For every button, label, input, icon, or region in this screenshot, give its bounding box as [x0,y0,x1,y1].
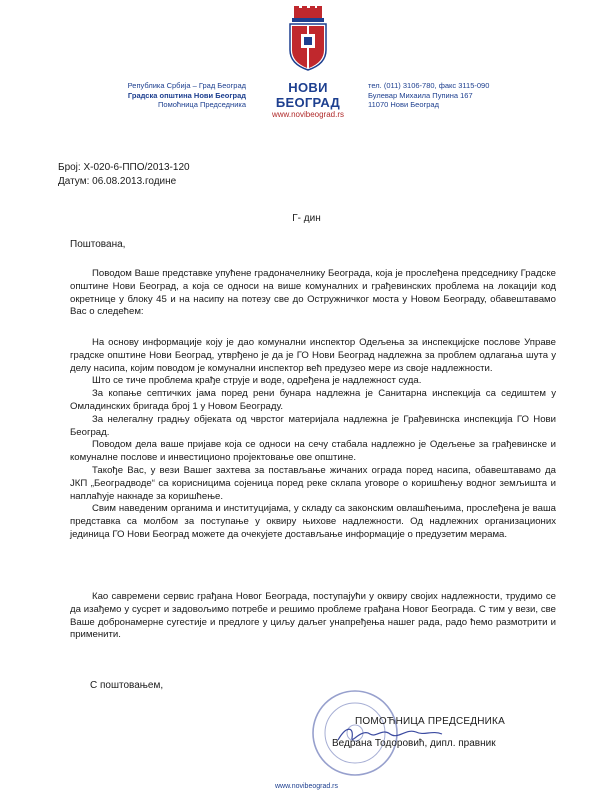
municipality-crest-icon [286,6,330,72]
footer-website: www.novibeograd.rs [274,783,339,790]
contact-line: 11070 Нови Београд [368,100,439,109]
paragraph: Поводом Ваше представке упућене градоначелнику Београда, која је прослеђена председнику Градске општине Нови Београд, а која се односи на више комуналних и грађевинских проблема на локацији код окретнице у блоку 45 и на насипу на потезу све до Остружничког моста у Новом Београду, обавештавамо Вас о следећем: [70,268,556,318]
signatory-title: ПОМОЋНИЦА ПРЕДСЕДНИКА [355,716,505,727]
salutation: Г- дин [292,213,321,224]
sender-institution [70,81,246,110]
paragraph: Као савремени сервис грађана Новог Београда, поступајући у оквиру својих надлежности, трудимо се да изађемо у сусрет и задовољимо потребе и решимо проблеме грађана Новог Београда. С тим у вези, све Ваше добронамерне сугестије и предлоге у циљу даљег унапређења нашег рада, радо ћемо размотрити и применити. [70,591,556,641]
letter-intro [70,268,556,319]
sender-contact [368,81,568,110]
brand-website: www.novibeograd.rs [271,110,345,119]
closing: С поштовањем, [90,680,164,691]
reference-date: Датум: 06.08.2013.године [58,176,177,187]
paragraph: На основу информације коју је дао комунални инспектор Одељења за инспекцијске послове Управе градске општине Нови Београд, утврђено је да је ГО Нови Београд надлежна за проблем одлагања шута у делу насипа, којим поводом је комунални инспектор већ предузео мере из своје надлежности. [70,337,556,374]
contact-line: Булевар Михаила Пупина 167 [368,90,473,100]
brand-block [256,80,360,120]
paragraph: Поводом дела ваше пријаве која се односи на сечу стабала надлежно је Одељење за грађевинске и комуналне послове и инвестиционо пројектовање ове општине. [70,439,556,464]
contact-line: тел. (011) 3106-780, факс 3115-090 [368,81,490,90]
sender-line: Помоћница Председника [158,100,246,109]
paragraph: Такође Вас, у вези Вашег захтева за постављање жичаних ограда поред насипа, обавештавамо да ЈКП „Београдводе“ са корисницима сојеница поред реке склапа уговоре о коришћењу водног земљишта и наплаћује накнаде за коришћење. [70,464,556,502]
brand-name: НОВИ БЕОГРАД [275,80,341,110]
signatory-name: Ведрана Тодоровић, дипл. правник [332,738,496,749]
sender-line: Република Србија – Град Београд [127,81,246,90]
reference-number: Број: X-020-6-ППО/2013-120 [58,162,190,173]
paragraph: За копање септичких јама поред рени бунара надлежна је Санитарна инспекција са седиштем у Омладинских бригада број 1 у Новом Београду. [70,388,556,412]
letter-outro [70,591,556,642]
reference-block [58,161,190,189]
paragraph: Што се тиче проблема крађе струје и воде, одређена је надлежност суда. [92,375,422,387]
sender-line: Градска општина Нови Београд [127,90,246,100]
paragraph: Свим наведеним органима и институцијама, у складу са законским овлашћењима, прослеђена је ваша представка са молбом за поступање у оквиру њихове надлежности. Од надлежних организационих јединица ГО Нови Београд можете да очекујете достављање информације о предузетим мерама. [70,503,556,540]
letter-body [70,337,556,542]
greeting: Поштована, [70,239,126,250]
paragraph: За нелегалну градњу објеката од чврстог материјала надлежна је Грађевинска инспекција ГО Нови Београд. [70,413,556,438]
